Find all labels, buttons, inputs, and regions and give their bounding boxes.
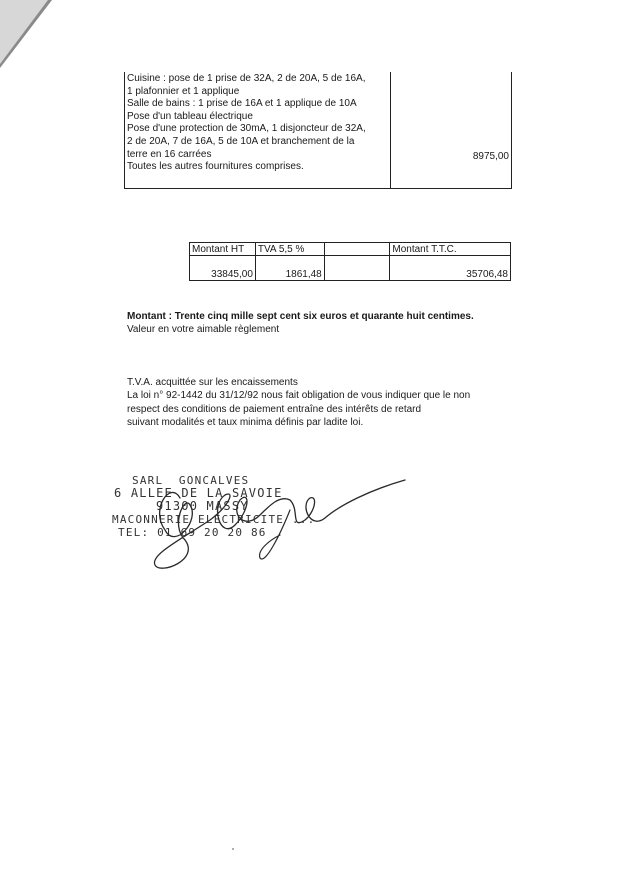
value-empty: [324, 256, 390, 281]
work-description-box: [124, 72, 512, 189]
stamp-line: TEL: 01 69 20 20 86: [118, 526, 267, 539]
stamp-line: SARL GONCALVES: [132, 474, 250, 487]
work-line: 2 de 20A, 7 de 16A, 5 de 10A et branchement de la: [127, 135, 355, 147]
montant-in-words: Montant : Trente cinq mille sept cent six euros et quarante huit centimes.: [127, 311, 474, 322]
stamp-line: 91300 MASSY: [156, 499, 249, 513]
header-tva: TVA 5,5 %: [255, 243, 324, 256]
folded-corner-light: [0, 0, 48, 64]
header-montant-ttc: Montant T.T.C.: [390, 243, 511, 256]
stamp-line: 6 ALLEE DE LA SAVOIE: [114, 486, 283, 500]
reglement-text: Valeur en votre aimable règlement: [127, 324, 280, 335]
tva-line: suivant modalités et taux minima définis par ladite loi.: [127, 417, 364, 429]
tva-line: La loi n° 92-1442 du 31/12/92 nous fait obligation de vous indiquer que le non: [127, 390, 471, 402]
tva-line: T.V.A. acquittée sur les encaissements: [127, 377, 298, 388]
column-divider: [390, 72, 391, 188]
header-empty: [324, 243, 390, 256]
totals-table: [189, 242, 511, 281]
work-line: Pose d'un tableau électrique: [127, 110, 253, 122]
work-line: terre en 16 carrées: [127, 148, 212, 160]
tva-line: respect des conditions de paiement entraîne des intérêts de retard: [127, 403, 422, 415]
montant-section: [127, 310, 474, 336]
header-montant-ht: Montant HT: [190, 243, 256, 256]
work-line: 1 plafonnier et 1 applique: [127, 85, 240, 97]
value-tva: 1861,48: [255, 256, 324, 281]
work-line: Salle de bains : 1 prise de 16A et 1 applique de 10A: [127, 98, 357, 110]
value-montant-ht: 33845,00: [190, 256, 256, 281]
scan-speck: [232, 848, 234, 850]
work-line: Toutes les autres fournitures comprises.: [127, 161, 304, 173]
work-description: [127, 73, 389, 174]
tva-notice: [127, 376, 470, 430]
handwritten-signature: [140, 470, 420, 580]
work-amount: 8975,00: [472, 151, 509, 162]
work-line: Cuisine : pose de 1 prise de 32A, 2 de 20A, 5 de 16A,: [127, 73, 366, 84]
work-line: Pose d'une protection de 30mA, 1 disjoncteur de 32A,: [127, 123, 366, 135]
stamp-line: MACONNERIE ELECTRICITE ...: [112, 513, 316, 526]
value-montant-ttc: 35706,48: [390, 256, 511, 281]
